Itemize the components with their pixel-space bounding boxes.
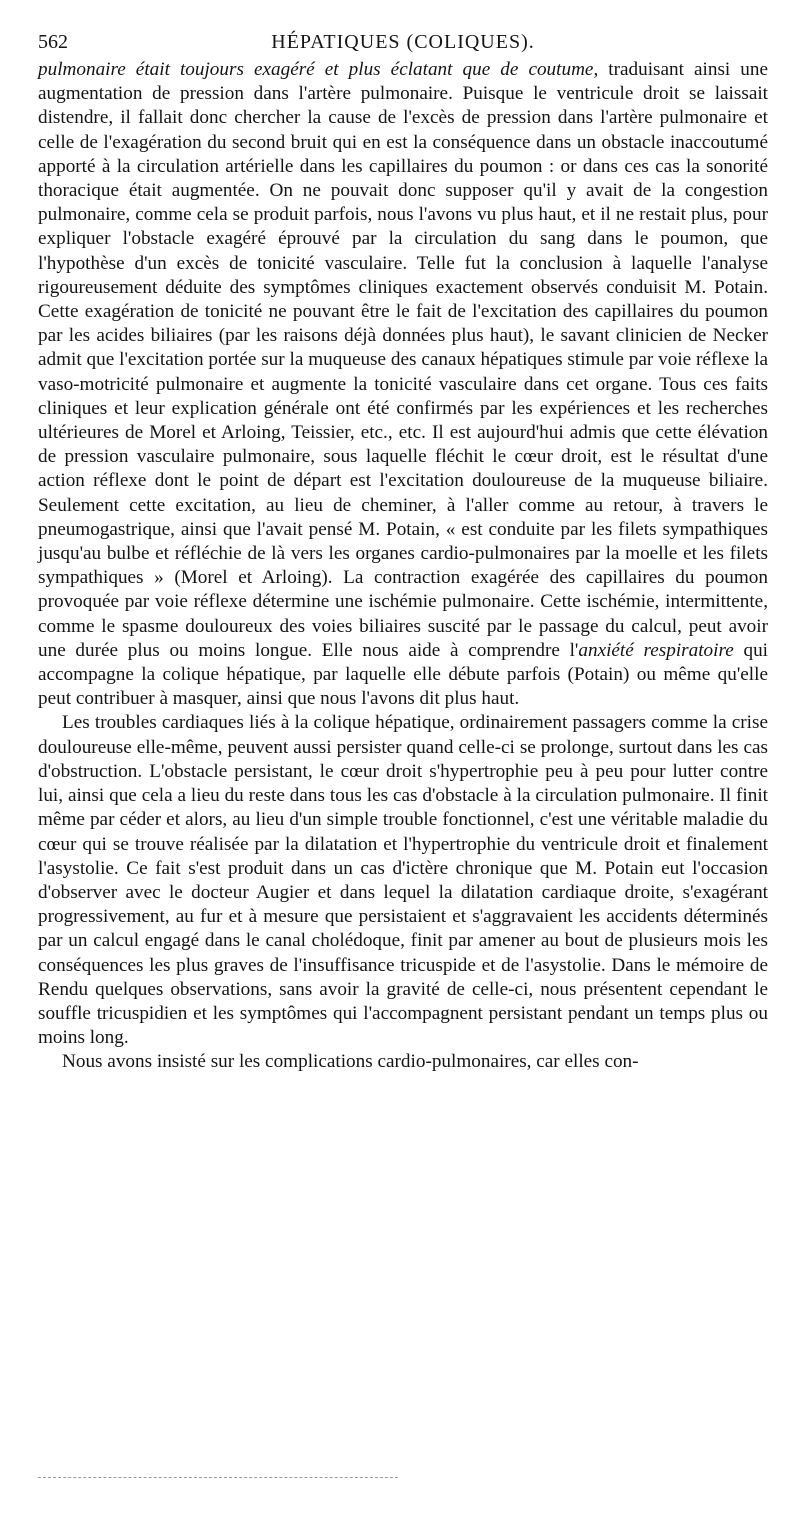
page-header [38,26,768,58]
page-number: 562 [38,31,68,53]
paragraph-text-end: qui accompagne la colique hépatique, par laquelle elle débute parfois (Potain) ou même qu'elle peut contribuer à masquer, ainsi que nous l'avons dit plus haut. [38,639,768,710]
italic-phrase: pulmonaire était toujours exagéré et plus éclatant que de coutume, [38,59,599,80]
running-title: HÉPATIQUES (COLIQUES). [271,31,535,53]
paragraph-text: traduisant ainsi une augmentation de pression dans l'artère pulmonaire. Puisque le ventricule droit se laissait distendre, il fallait donc chercher la cause de l'excès de pression dans l'artère pulmonaire et celle de l'exagération du second bruit qui en est la conséquence dans un obstacle inaccoutumé apporté à la circulation artérielle dans les capillaires du poumon : or dans ces cas la sonorité thoracique était augmentée. On ne pouvait donc supposer qu'il y avait de la congestion pulmonaire, comme cela se produit parfois, nous l'avons vu plus haut, et il ne restait plus, pour expliquer l'obstacle exagéré éprouvé par la circulation du sang dans le poumon, que l'hypothèse d'un excès de tonicité vasculaire. Telle fut la conclusion à laquelle l'analyse rigoureusement déduite des symptômes cliniques exactement observés conduisit M. Potain. Cette exagération de tonicité ne pouvant être le fait de l'excitation des capillaires du poumon par les acides biliaires (par les raisons déjà données plus haut), le savant clinicien de Necker admit que l'excitation portée sur la muqueuse des canaux hépatiques stimule par voie réflexe la vaso-motricité pulmonaire et augmente la tonicité vasculaire dans cet organe. Tous ces faits cliniques et leur explication générale ont été confirmés par les expériences et les recherches ultérieures de Morel et Arloing, Teissier, etc., etc. Il est aujourd'hui admis que cette élévation de pression vasculaire pulmonaire, sous laquelle fléchit le cœur droit, est le résultat d'une action réflexe dont le point de départ est l'excitation douloureuse de la muqueuse biliaire. Seulement cette excitation, au lieu de cheminer, à l'aller comme au retour, à travers le pneumogastrique, ainsi que l'avait pensé M. Potain, « est conduite par les filets sympathiques jusqu'au bulbe et réfléchie de là vers les organes cardio-pulmonaires par la moelle et les filets sympathiques » (Morel et Arloing). La contraction exagérée des capillaires du poumon provoquée par voie réflexe détermine une ischémie pulmonaire. Cette ischémie, intermittente, comme le spasme douloureux des voies biliaires suscité par le passage du calcul, peut avoir une durée plus ou moins longue. Elle nous aide à comprendre l' [38,59,769,661]
footer-rule [38,1477,398,1478]
paragraph-final: Nous avons insisté sur les complications cardio-pulmonaires, car elles con- [62,1051,639,1073]
paragraph-continuation [38,58,768,711]
body-text [38,58,768,1075]
book-page [38,26,768,1075]
paragraph-cardiac-troubles: Les troubles cardiaques liés à la colique hépatique, ordinairement passagers comme la crise douloureuse elle-même, peuvent aussi persister quand celle-ci se prolonge, surtout dans les cas d'obstruction. L'obstacle persistant, le cœur droit s'hypertrophie peu à peu pour lutter contre lui, ainsi que cela a lieu du reste dans tous les cas d'obstacle à la circulation pulmonaire. Il finit même par céder et alors, au lieu d'un simple trouble fonctionnel, c'est une véritable maladie du cœur qui se trouve réalisée par la dilatation et l'hypertrophie du ventricule droit et finalement l'asystolie. Ce fait s'est produit dans un cas d'ictère chronique que M. Potain eut l'occasion d'observer avec le docteur Augier et dans lequel la dilatation cardiaque droite, s'exagérant progressivement, au fur et à mesure que persistaient et s'aggravaient les accidents déterminés par un calcul engagé dans le canal cholédoque, finit par amener au bout de plusieurs mois les conséquences les plus graves de l'insuffisance tricuspide et de l'asystolie. Dans le mémoire de Rendu quelques observations, sans avoir la gravité de celle-ci, nous présentent cependant le souffle tricuspidien et les symptômes qui l'accompagnent persistant pendant un temps plus ou moins long. [38,712,768,1049]
italic-term: anxiété respiratoire [578,639,734,661]
